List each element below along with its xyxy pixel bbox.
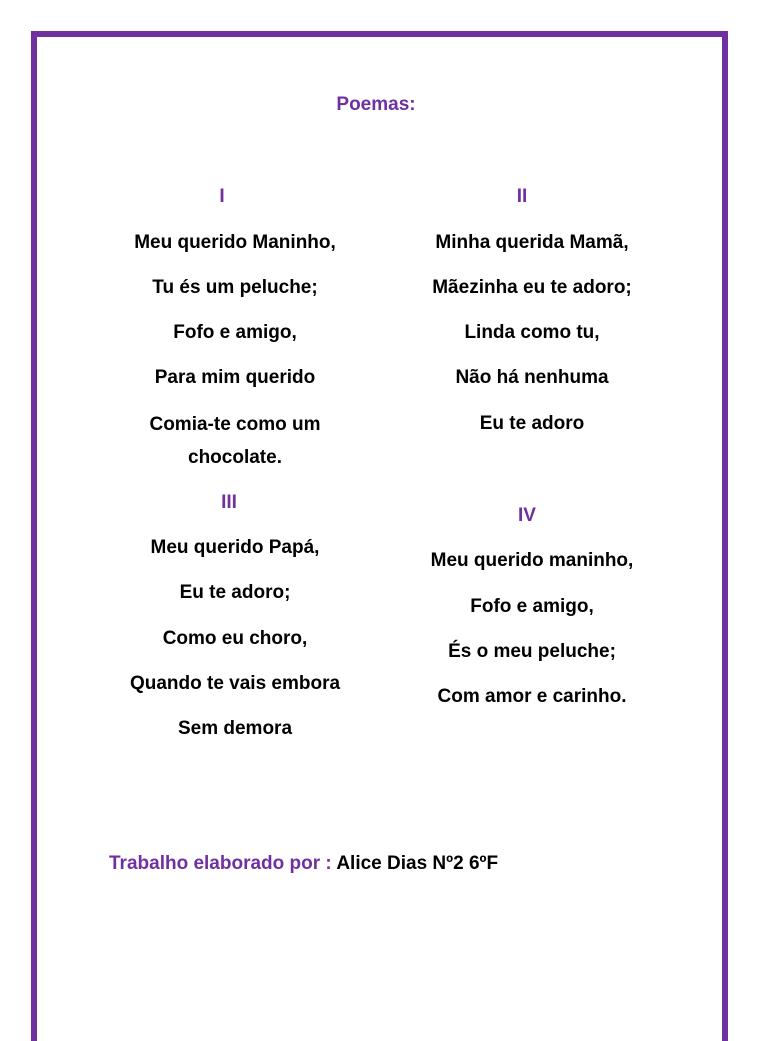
footer-label: Trabalho elaborado por : — [109, 853, 337, 874]
poem-3-line-2: Eu te adoro; — [179, 582, 291, 603]
poem-1-line-2: Tu és um peluche; — [152, 277, 318, 298]
footer-author: Alice Dias Nº2 6ºF — [336, 853, 499, 874]
poem-2-line-4: Não há nenhuma — [455, 367, 609, 388]
poem-1-line-3: Fofo e amigo, — [173, 322, 297, 343]
poem-4-line-3: És o meu peluche; — [448, 641, 616, 662]
poem-4-numeral: IV — [518, 505, 536, 526]
poem-3-line-5: Sem demora — [177, 718, 293, 739]
poem-4-line-4: Com amor e carinho. — [437, 686, 627, 707]
poem-2-line-2: Mãezinha eu te adoro; — [432, 277, 632, 298]
poem-4-line-2: Fofo e amigo, — [470, 596, 594, 617]
footer-credit — [109, 853, 498, 875]
poem-3-line-3: Como eu choro, — [162, 628, 308, 649]
page-title: Poemas: — [336, 94, 416, 115]
poem-2-line-1: Minha querida Mamã, — [435, 232, 629, 253]
poem-2-line-3: Linda como tu, — [464, 322, 600, 343]
poem-3-line-1: Meu querido Papá, — [150, 537, 320, 558]
poem-2-line-5: Eu te adoro — [479, 413, 585, 434]
poem-1-line-1: Meu querido Maninho, — [134, 232, 336, 253]
poem-1-line-5: Comia-te como um chocolate. — [149, 414, 321, 468]
poem-3-line-4: Quando te vais embora — [129, 673, 341, 694]
poem-2-numeral: II — [516, 186, 528, 207]
poem-4-line-1: Meu querido maninho, — [430, 550, 634, 571]
poem-1-line-4: Para mim querido — [154, 367, 316, 388]
poem-1-numeral: I — [219, 186, 225, 207]
poem-3-numeral: III — [221, 492, 237, 513]
